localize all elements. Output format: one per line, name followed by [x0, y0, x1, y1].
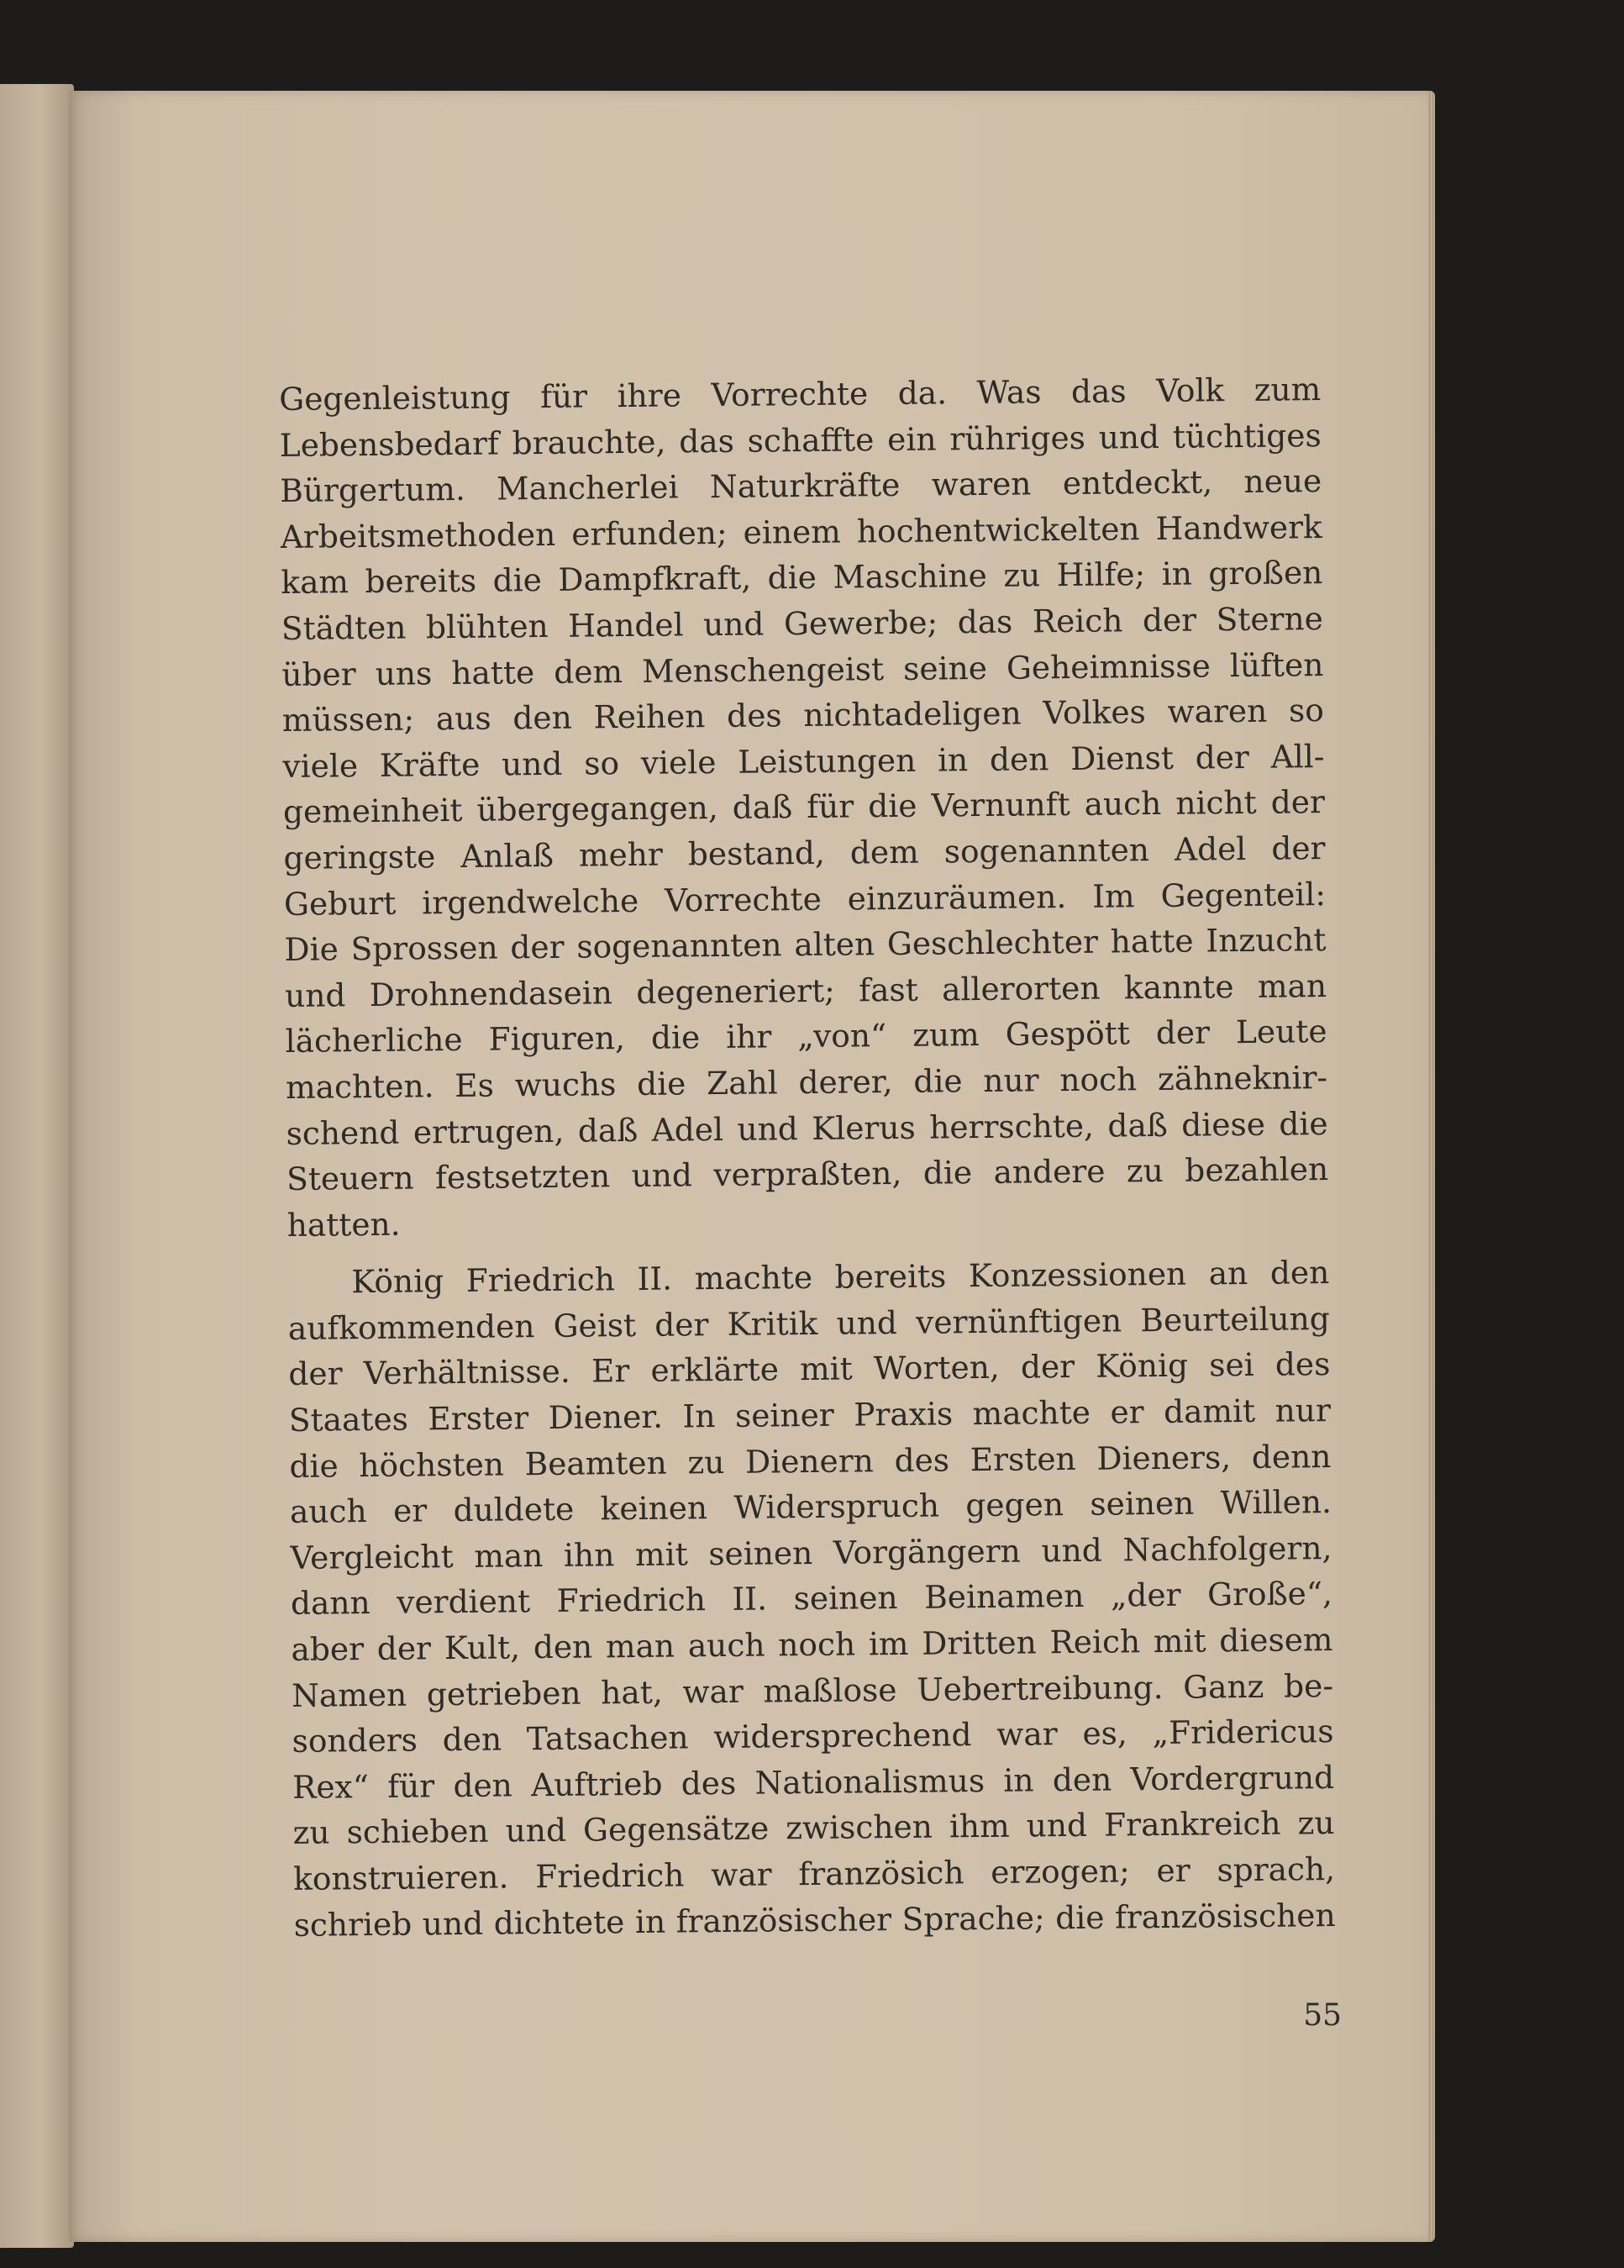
body-text: [279, 366, 1336, 1948]
text-line: Vergleicht man ihn mit seinen Vorgängern und Nachfolgern,: [290, 1529, 1332, 1576]
text-line: aber der Kult, den man auch noch im Dritten Reich mit diesem: [291, 1621, 1333, 1668]
text-line: sonders den Tatsachen widersprechend war es, „Fridericus: [292, 1713, 1334, 1760]
text-line: Steuern festsetzten und verpraßten, die andere zu bezahlen: [286, 1150, 1329, 1198]
text-line: Arbeitsmethoden erfunden; einem hochentwickelten Handwerk: [280, 508, 1322, 555]
text-line: machten. Es wuchs die Zahl derer, die nur noch zähneknir-: [285, 1058, 1328, 1106]
text-line: Die Sprossen der sogenannten alten Geschlechter hatte Inzucht: [284, 921, 1327, 969]
text-line: König Friedrich II. machte bereits Konzessionen an den: [351, 1254, 1330, 1301]
text-line: gemeinheit übergegangen, daß für die Vernunft auch nicht der: [282, 783, 1326, 831]
page-number: 55: [1303, 1998, 1342, 2033]
text-line: Namen getrieben hat, war maßlose Uebertreibung. Ganz be-: [291, 1666, 1334, 1714]
text-line: schrieb und dichtete in französischer Sprache; die französischen: [293, 1896, 1336, 1944]
text-line: geringste Anlaß mehr bestand, dem sogenannten Adel der: [283, 829, 1326, 876]
text-line: Gegenleistung für ihre Vorrechte da. Was das Volk zum: [279, 371, 1322, 418]
text-line: auch er duldete keinen Widerspruch gegen seinen Willen.: [289, 1483, 1332, 1531]
text-line: der Verhältnisse. Er erklärte mit Worten, der König sei des: [288, 1345, 1331, 1393]
text-line: Lebensbedarf brauchte, das schaffte ein rühriges und tüchtiges: [279, 416, 1322, 464]
text-line: müssen; aus den Reihen des nichtadeligen Volkes waren so: [281, 692, 1325, 739]
text-line: kam bereits die Dampfkraft, die Maschine zu Hilfe; in großen: [281, 554, 1323, 602]
text-line: hatten.: [286, 1205, 401, 1244]
text-line: Geburt irgendwelche Vorrechte einzuräumen. Im Gegenteil:: [283, 875, 1327, 923]
text-line: lächerliche Figuren, die ihr „von“ zum Gespött der Leute: [285, 1013, 1327, 1060]
facing-page-edge: [0, 84, 74, 2248]
text-line: über uns hatte dem Menschengeist seine Geheimnisse lüften: [281, 645, 1324, 693]
text-line: viele Kräfte und so viele Leistungen in den Dienst der All-: [282, 737, 1325, 785]
text-line: dann verdient Friedrich II. seinen Beinamen „der Große“,: [290, 1575, 1333, 1623]
paragraph: [279, 366, 1329, 1248]
book-page: [69, 91, 1428, 2242]
text-line: und Drohnendasein degeneriert; fast allerorten kannte man: [284, 966, 1327, 1014]
text-line: Rex“ für den Auftrieb des Nationalismus in den Vordergrund: [292, 1758, 1335, 1806]
text-line: konstruieren. Friedrich war französich erzogen; er sprach,: [292, 1850, 1336, 1897]
text-line: die höchsten Beamten zu Dienern des Ersten Dieners, denn: [289, 1437, 1332, 1485]
text-line: zu schieben und Gegensätze zwischen ihm und Frankreich zu: [292, 1804, 1335, 1852]
text-line: Städten blühten Handel und Gewerbe; das Reich der Sterne: [281, 600, 1324, 647]
text-line: schend ertrugen, daß Adel und Klerus herrschte, daß diese die: [286, 1104, 1328, 1152]
text-line: aufkommenden Geist der Kritik und vernünftigen Beurteilung: [287, 1299, 1331, 1347]
text-line: Bürgertum. Mancherlei Naturkräfte waren entdeckt, neue: [280, 462, 1322, 510]
paragraph: [287, 1250, 1336, 1948]
text-line: Staates Erster Diener. In seiner Praxis machte er damit nur: [288, 1392, 1332, 1439]
